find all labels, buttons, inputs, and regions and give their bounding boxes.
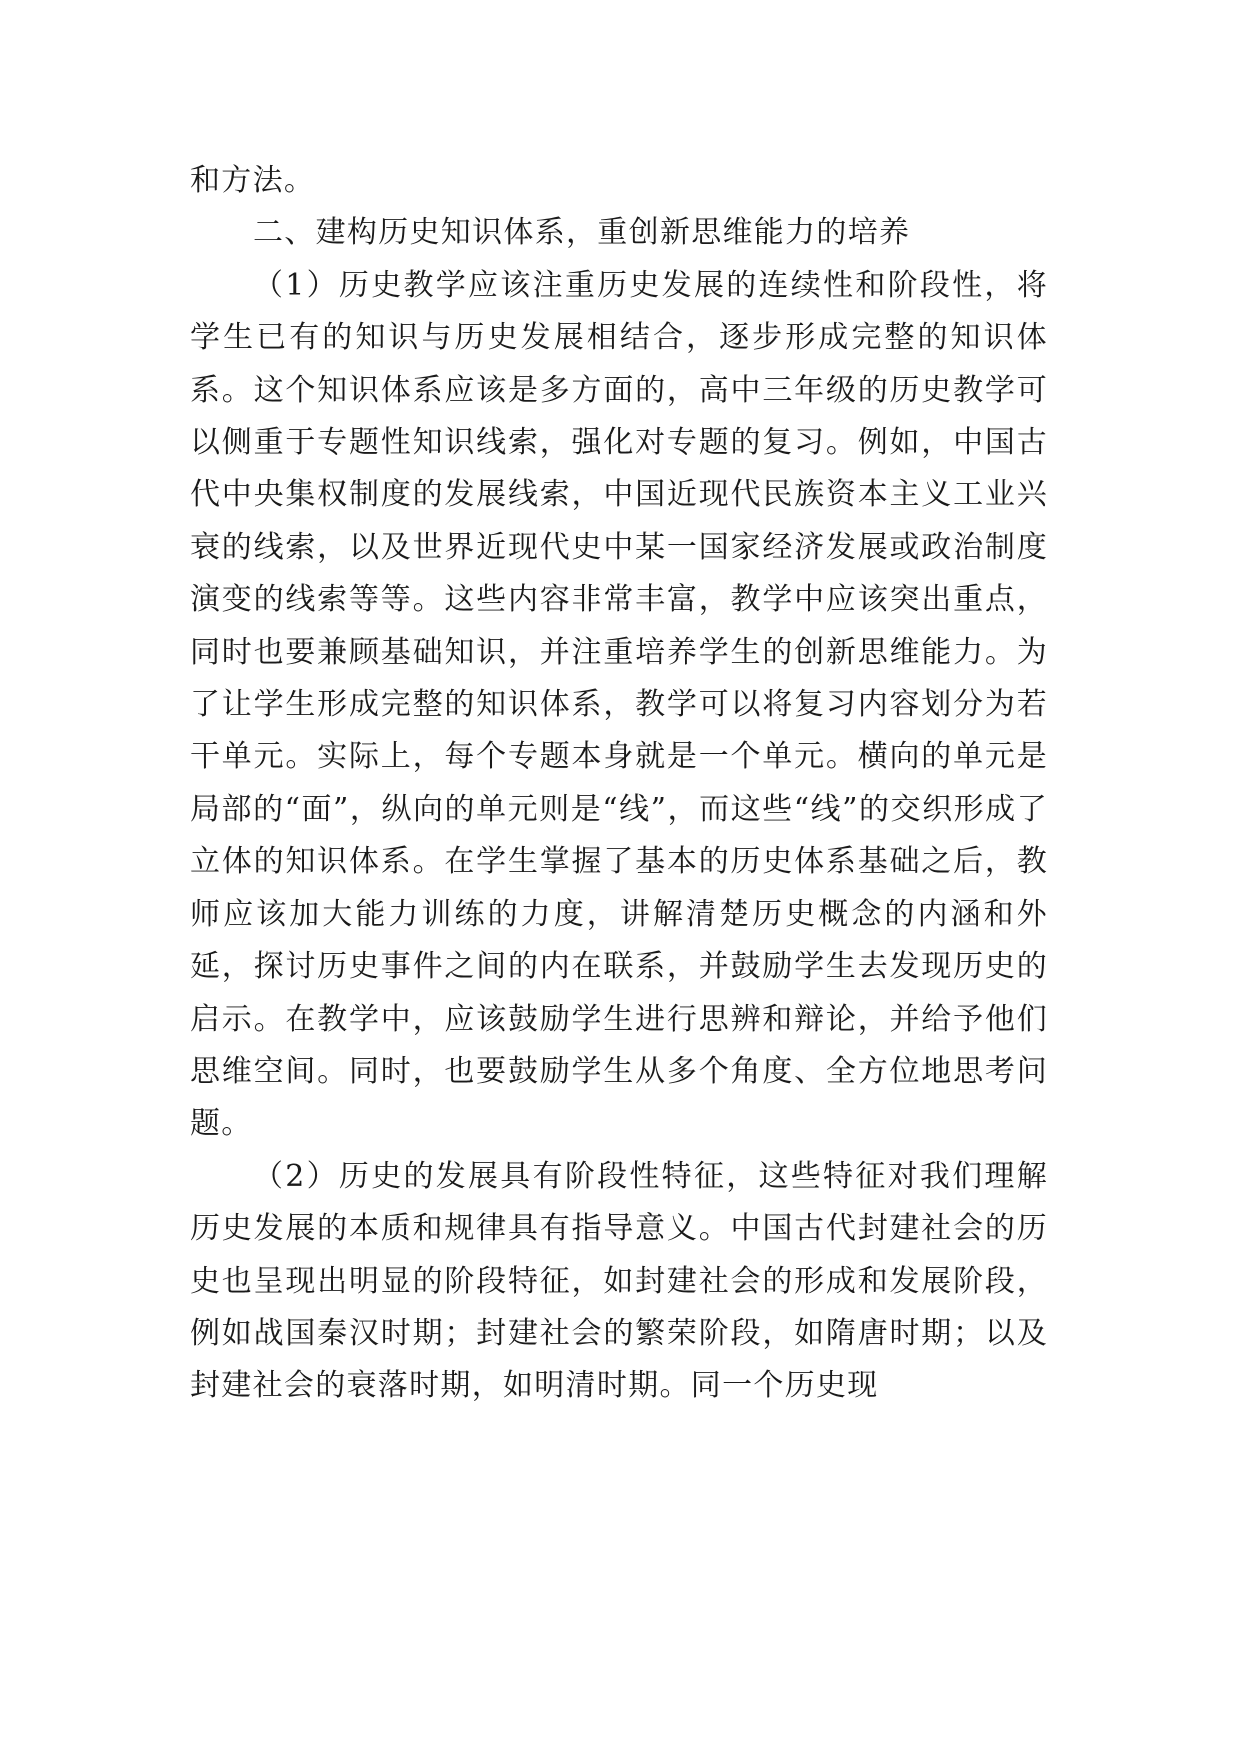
paragraph-continuation: 和方法。 bbox=[190, 163, 316, 198]
document-body bbox=[190, 155, 1048, 1413]
section-heading: 二、建构历史知识体系，重创新思维能力的培养 bbox=[253, 215, 911, 251]
paragraph-point-2: （2）历史的发展具有阶段性特征，这些特征对我们理解历史发展的本质和规律具有指导意义。中国古代封建社会的历史也呈现出明显的阶段特征，如封建社会的形成和发展阶段，例如战国秦汉时期；封建社会的繁荣阶段，如隋唐时期；以及封建社会的衰落时期，如明清时期。同一个历史现 bbox=[190, 1158, 1048, 1404]
paragraph-point-1: （1）历史教学应该注重历史发展的连续性和阶段性，将学生已有的知识与历史发展相结合，逐步形成完整的知识体系。这个知识体系应该是多方面的，高中三年级的历史教学可以侧重于专题性知识线索，强化对专题的复习。例如，中国古代中央集权制度的发展线索，中国近现代民族资本主义工业兴衰的线索，以及世界近现代史中某一国家经济发展或政治制度演变的线索等等。这些内容非常丰富，教学中应该突出重点，同时也要兼顾基础知识，并注重培养学生的创新思维能力。为了让学生形成完整的知识体系，教学可以将复习内容划分为若干单元。实际上，每个专题本身就是一个单元。横向的单元是局部的“面”，纵向的单元则是“线”，而这些“线”的交织形成了立体的知识体系。在学生掌握了基本的历史体系基础之后，教师应该加大能力训练的力度，讲解清楚历史概念的内涵和外延，探讨历史事件之间的内在联系，并鼓励学生去发现历史的启示。在教学中，应该鼓励学生进行思辨和辩论，并给予他们思维空间。同时，也要鼓励学生从多个角度、全方位地思考问题。 bbox=[190, 267, 1048, 1142]
